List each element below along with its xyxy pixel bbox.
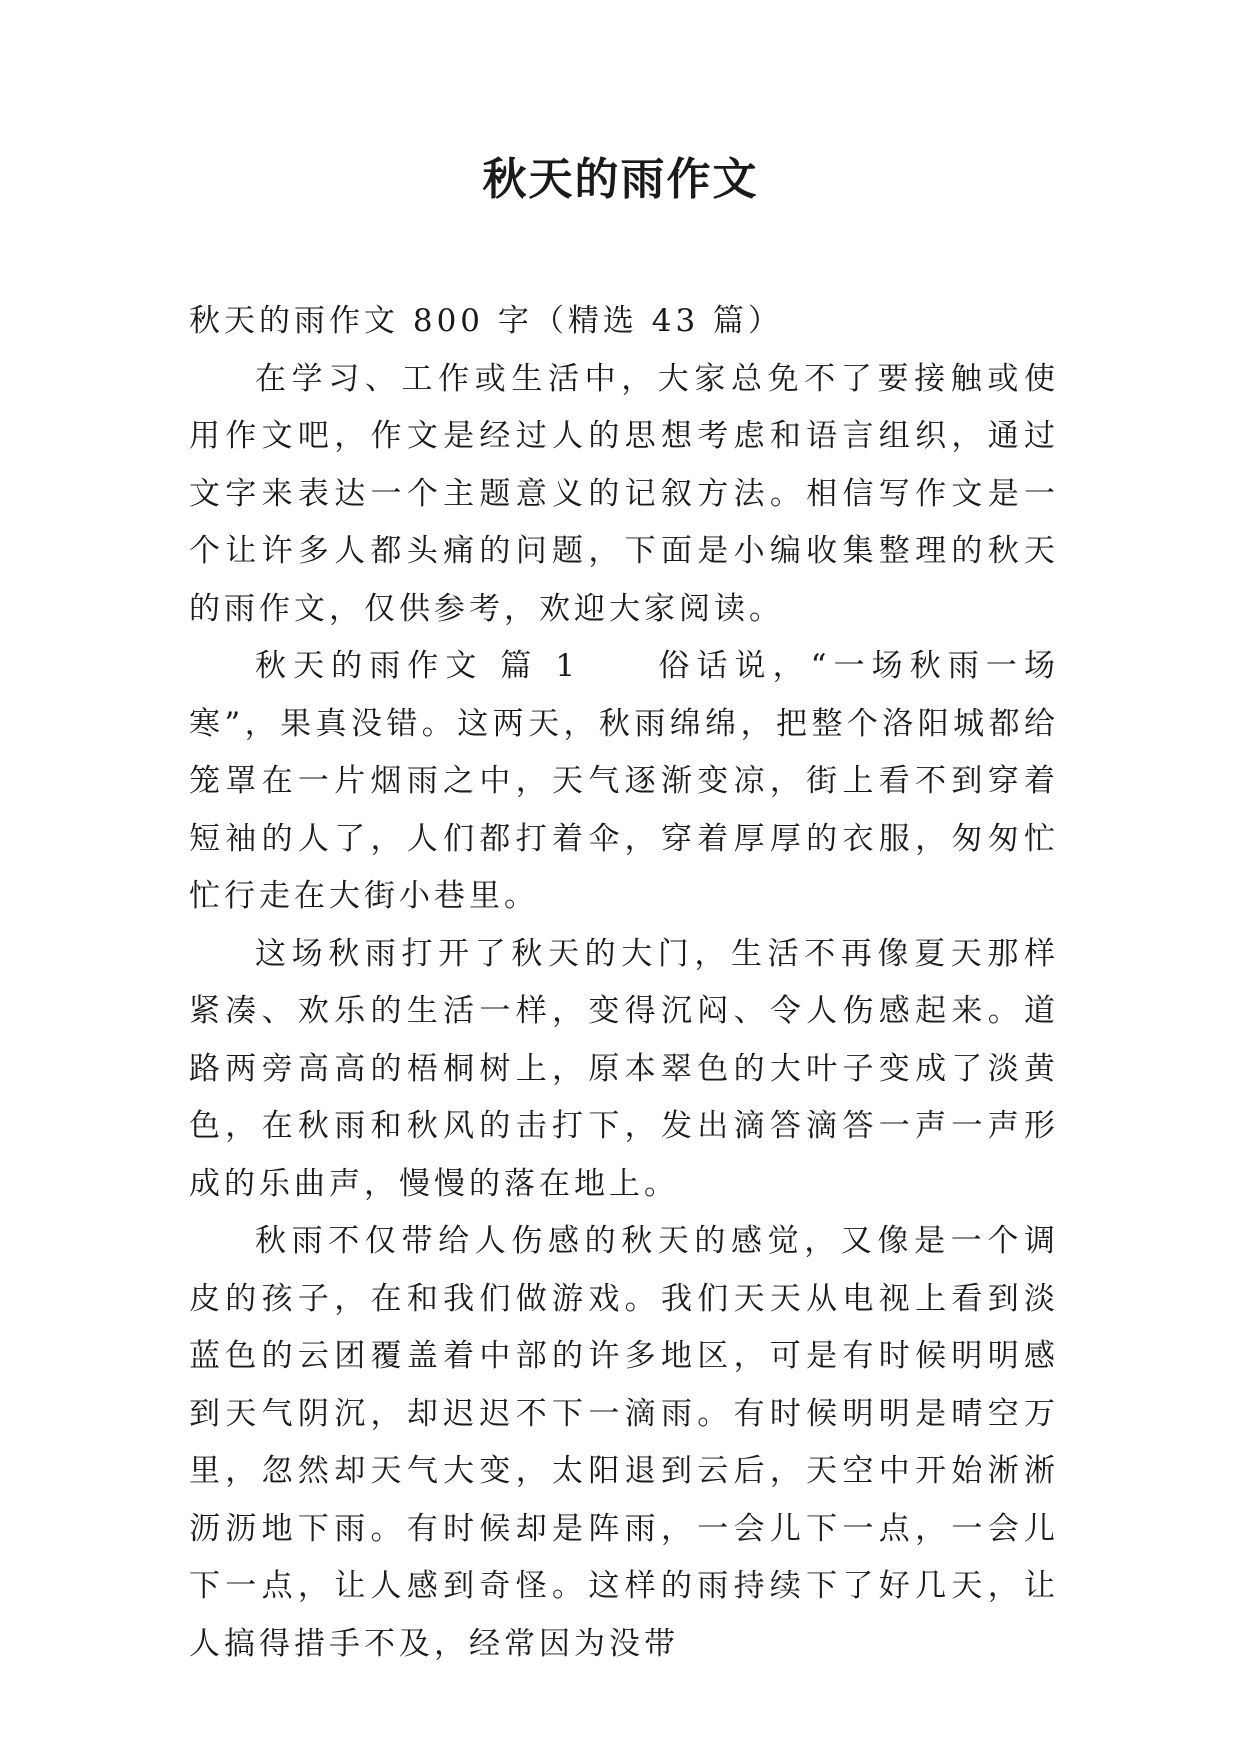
paragraph-essay-1-trees: 这场秋雨打开了秋天的大门，生活不再像夏天那样紧凑、欢乐的生活一样，变得沉闷、令人伤感起来。道路两旁高高的梧桐树上，原本翠色的大叶子变成了淡黄色，在秋雨和秋风的击打下，发出滴答滴答一声一声形成的乐曲声，慢慢的落在地上。 [189, 935, 1059, 1202]
document-title: 秋天的雨作文 [482, 154, 759, 205]
document-body [189, 293, 1059, 1673]
paragraph-intro: 在学习、工作或生活中，大家总免不了要接触或使用作文吧，作文是经过人的思想考虑和语言组织，通过文字来表达一个主题意义的记叙方法。相信写作文是一个让许多人都头痛的问题，下面是小编收集整理的秋天的雨作文，仅供参考，欢迎大家阅读。 [189, 360, 1059, 627]
paragraph-essay-1-playful-rain: 秋雨不仅带给人伤感的秋天的感觉，又像是一个调皮的孩子，在和我们做游戏。我们天天从电视上看到淡蓝色的云团覆盖着中部的许多地区，可是有时候明明感到天气阴沉，却迟迟不下一滴雨。有时候明明是晴空万里，忽然却天气大变，太阳退到云后，天空中开始淅淅沥沥地下雨。有时候却是阵雨，一会儿下一点，一会儿下一点，让人感到奇怪。这样的雨持续下了好几天，让人搞得措手不及，经常因为没带 [189, 1223, 1059, 1662]
paragraph-essay-1-opening: 秋天的雨作文 篇 1 俗话说，“一场秋雨一场寒”，果真没错。这两天，秋雨绵绵，把整个洛阳城都给笼罩在一片烟雨之中，天气逐渐变凉，街上看不到穿着短袖的人了，人们都打着伞，穿着厚厚的衣服，匆匆忙忙行走在大街小巷里。 [189, 648, 1059, 914]
document-subtitle: 秋天的雨作文 800 字（精选 43 篇） [189, 303, 784, 339]
